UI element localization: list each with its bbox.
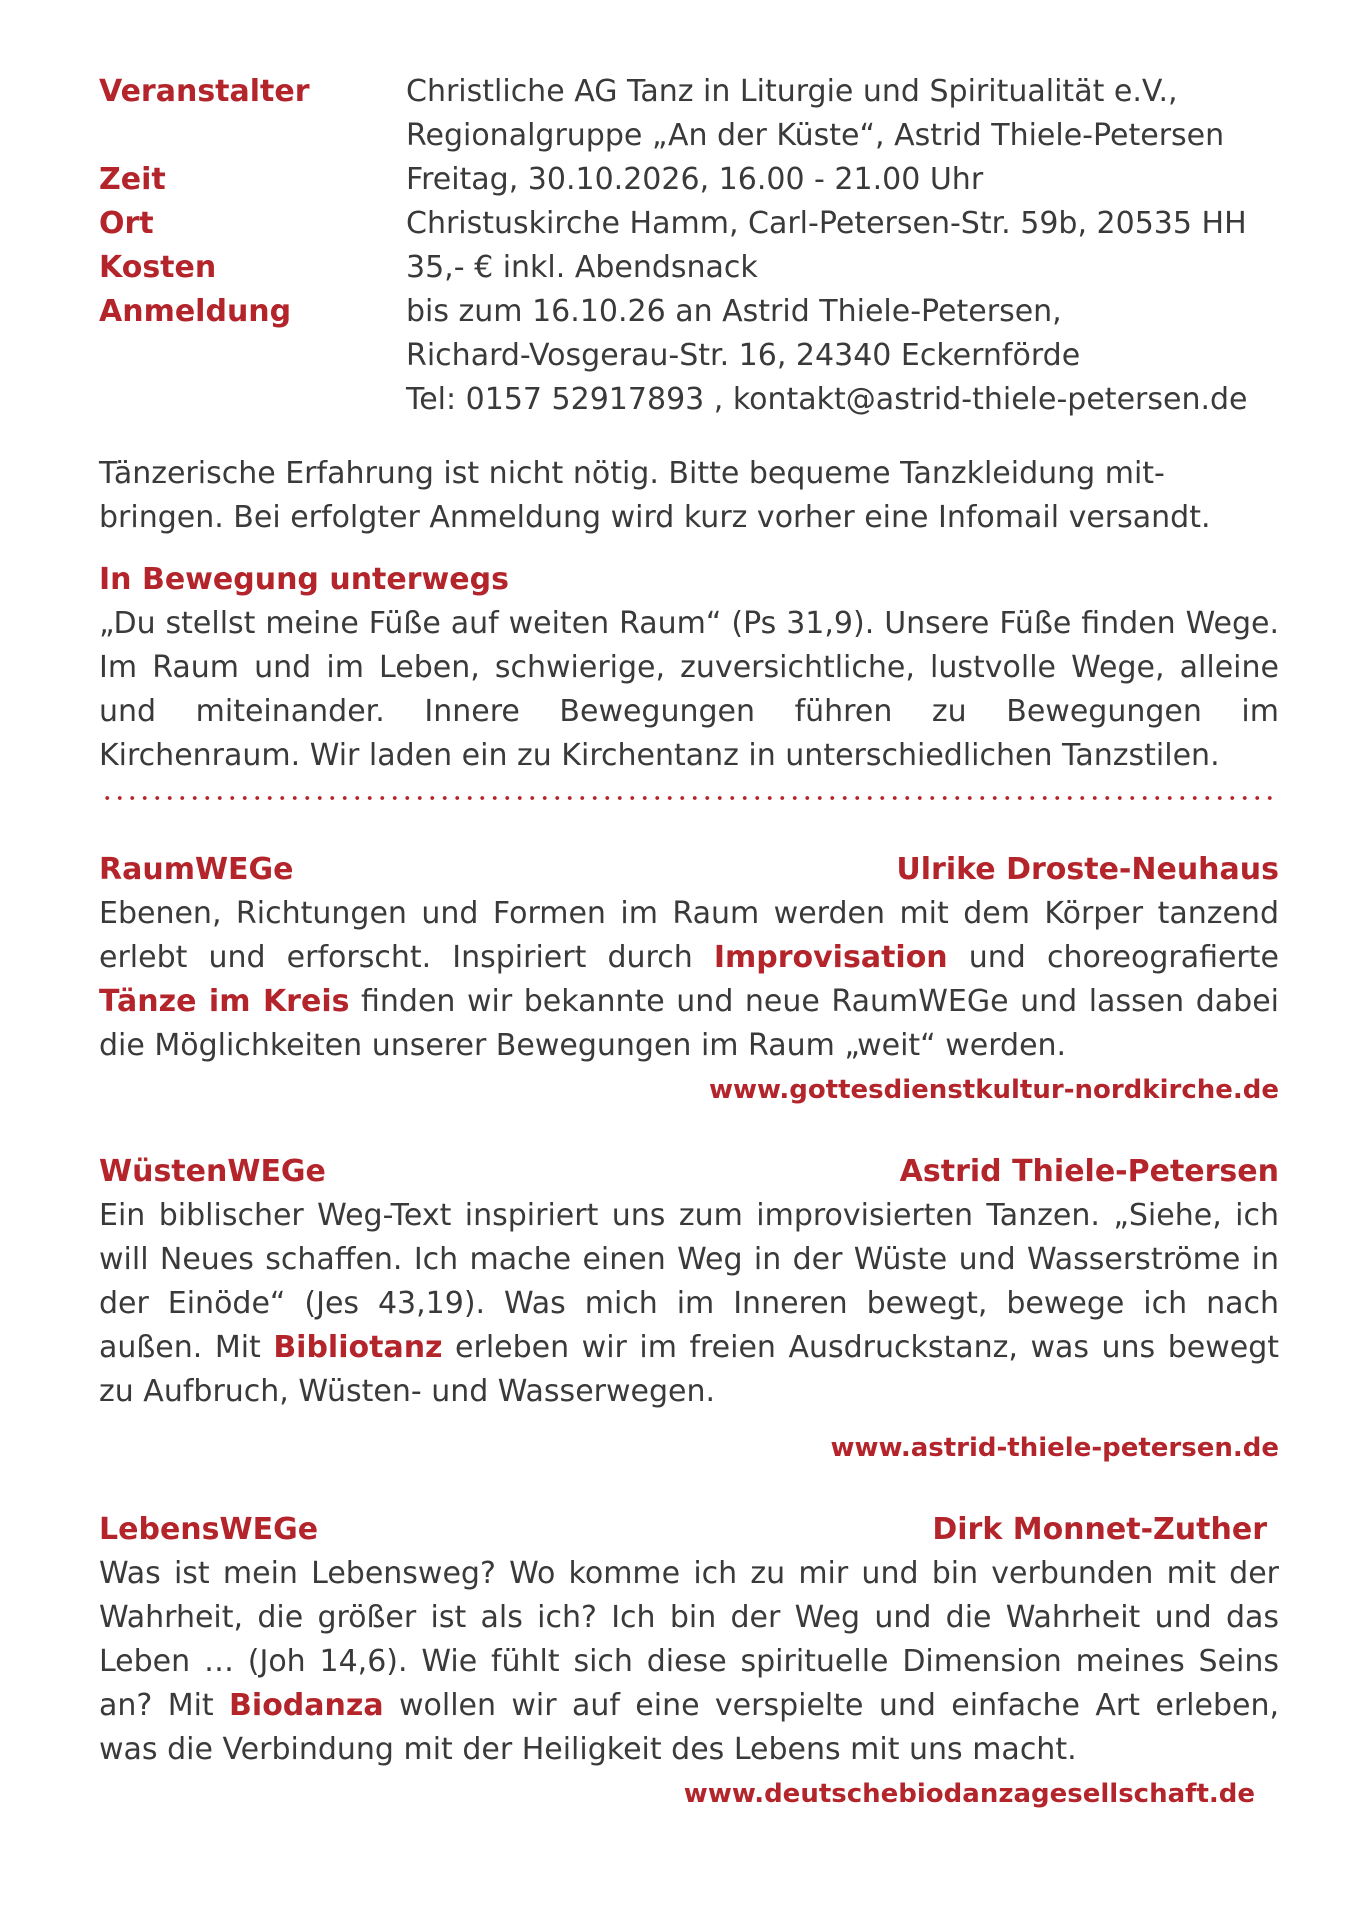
anmeldung-label: Anmeldung xyxy=(99,294,292,329)
kosten-value: 35,- € inkl. Abendsnack xyxy=(406,250,758,285)
kosten-label: Kosten xyxy=(99,250,217,285)
workshop-description xyxy=(99,1194,1279,1414)
note-line-2: bringen. Bei erfolgter Anmeldung wird kurz vorher eine Infomail versandt. xyxy=(99,500,1211,535)
anmeldung-line-1: bis zum 16.10.26 an Astrid Thiele-Petersen, xyxy=(406,294,1062,329)
intro-text: „Du stellst meine Füße auf weiten Raum“ (Ps 31,9). Unsere Füße finden Wege. Im Raum und im Leben, schwierige, zuversichtliche, lustvolle Wege, alleine und miteinander. Innere Bewegungen führen zu Bewegungen im Kirchenraum. Wir laden ein zu Kirchentanz in unterschiedlichen Tanzstilen. xyxy=(99,606,1279,773)
zeit-value: Freitag, 30.10.2026, 16.00 - 21.00 Uhr xyxy=(406,162,984,197)
intro-heading: In Bewegung unterwegs xyxy=(99,562,509,597)
anmeldung-line-3: Tel: 0157 52917893 , kontakt@astrid-thiele-petersen.de xyxy=(406,382,1248,417)
description-text: finden wir bekannte und neue RaumWEGe und lassen dabei die Möglichkeiten unserer Bewegungen im Raum „weit“ werden. xyxy=(99,984,1279,1063)
workshop-raumwege xyxy=(99,848,1279,1110)
workshop-title-row xyxy=(99,848,1279,892)
participation-note xyxy=(99,452,1269,540)
workshop-title: LebensWEGe xyxy=(99,1512,319,1547)
info-row-ort xyxy=(99,202,1279,246)
workshop-title: WüstenWEGe xyxy=(99,1154,326,1189)
workshop-title-row xyxy=(99,1508,1279,1552)
event-info-table xyxy=(99,70,1279,422)
note-line-1: Tänzerische Erfahrung ist nicht nötig. Bitte bequeme Tanzkleidung mit- xyxy=(99,456,1165,491)
highlight-bibliotanz: Bibliotanz xyxy=(273,1330,443,1365)
info-row-zeit xyxy=(99,158,1279,202)
description-text: Ebenen, Richtungen und Formen im Raum werden mit dem Körper tanzend erlebt und erforscht. Inspiriert durch xyxy=(99,896,1279,975)
veranstalter-value xyxy=(406,70,1279,158)
ort-label: Ort xyxy=(99,206,154,241)
description-text: wollen wir auf eine verspielte und einfache Art erleben, was die Verbindung mit der Heiligkeit des Lebens mit uns macht. xyxy=(99,1688,1279,1767)
veranstalter-line-2: Regionalgruppe „An der Küste“, Astrid Thiele-Petersen xyxy=(406,118,1225,153)
workshop-title-row xyxy=(99,1150,1279,1194)
ort-value: Christuskirche Hamm, Carl-Petersen-Str. 59b, 20535 HH xyxy=(406,206,1247,241)
description-text: und choreografierte xyxy=(947,940,1279,975)
info-row-anmeldung xyxy=(99,290,1279,422)
highlight-taenze-im-kreis: Tänze im Kreis xyxy=(99,984,350,1019)
description-text: Ein biblischer Weg-Text inspiriert uns zum improvisierten Tanzen. „Siehe, ich will Neues schaffen. Ich mache einen Weg in der Wüste und Wasserströme in der Einöde“ (Jes 43,19). Was mich im Inneren bewegt, bewege ich nach außen. Mit xyxy=(99,1198,1279,1365)
highlight-improvisation: Improvisation xyxy=(713,940,948,975)
description-text: Was ist mein Lebensweg? Wo komme ich zu mir und bin verbunden mit der Wahrheit, die größer ist als ich? Ich bin der Weg und die Wahrheit und das Leben … (Joh 14,6). Wie fühlt sich diese spirituelle Dimension meines Seins an? Mit xyxy=(99,1556,1279,1723)
workshop-website-link[interactable]: www.deutschebiodanzagesellschaft.de xyxy=(683,1779,1255,1809)
workshop-title: RaumWEGe xyxy=(99,852,294,887)
workshop-website-link[interactable]: www.astrid-thiele-petersen.de xyxy=(830,1433,1279,1463)
workshop-leader: Astrid Thiele-Petersen xyxy=(899,1154,1279,1189)
info-row-veranstalter xyxy=(99,70,1279,158)
info-row-kosten xyxy=(99,246,1279,290)
workshop-description xyxy=(99,892,1279,1068)
dotted-divider xyxy=(99,782,1279,812)
workshop-description xyxy=(99,1552,1279,1772)
workshop-wuestenwege xyxy=(99,1150,1279,1468)
workshop-lebenswege xyxy=(99,1508,1279,1814)
highlight-biodanza: Biodanza xyxy=(229,1688,384,1723)
description-text: erleben wir im freien Ausdruckstanz, was uns bewegt zu Aufbruch, Wüsten- und Wasserwegen. xyxy=(99,1330,1279,1409)
workshop-leader: Ulrike Droste-Neuhaus xyxy=(896,852,1279,887)
anmeldung-value xyxy=(406,290,1279,422)
workshop-leader: Dirk Monnet-Zuther xyxy=(932,1512,1267,1547)
intro-section xyxy=(99,558,1279,778)
veranstalter-label: Veranstalter xyxy=(99,74,310,109)
anmeldung-line-2: Richard-Vosgerau-Str. 16, 24340 Eckernförde xyxy=(406,338,1081,373)
event-flyer-page xyxy=(99,70,1279,1814)
zeit-label: Zeit xyxy=(99,162,166,197)
veranstalter-line-1: Christliche AG Tanz in Liturgie und Spiritualität e.V., xyxy=(406,74,1178,109)
workshop-website-link[interactable]: www.gottesdienstkultur-nordkirche.de xyxy=(708,1075,1279,1105)
